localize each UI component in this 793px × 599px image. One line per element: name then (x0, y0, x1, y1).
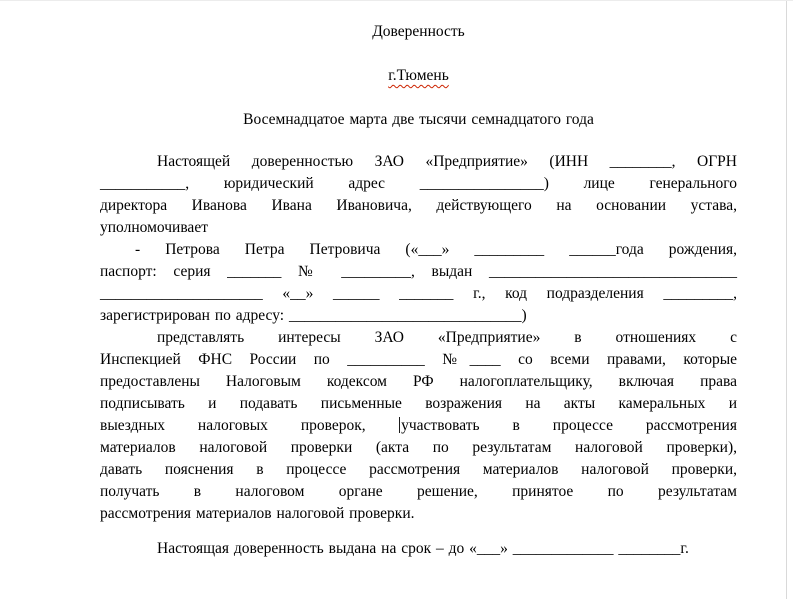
text-caret (399, 417, 401, 433)
document-line: предоставлены Налоговым кодексом РФ налогоплательщику, включая права (100, 373, 737, 390)
document-line: представлять интересы ЗАО «Предприятие» в отношениях с (157, 329, 737, 346)
document-line: ___________, юридический адрес ________________) лице генерального (100, 175, 737, 192)
document-line: _____________________ «__» ______ _______ г., код подразделения _________, (100, 285, 737, 302)
document-line: материалов налоговой проверки (акта по результатам налоговой проверки), (100, 439, 737, 456)
text-after-caret: участвовать в процессе рассмотрения (401, 417, 737, 434)
document-line (100, 415, 737, 437)
document-line: рассмотрения материалов налоговой проверки. (100, 505, 415, 522)
document-line: Инспекцией ФНС России по __________ №____ со всеми правами, которые (100, 351, 737, 368)
blank-line (100, 131, 737, 151)
document-page[interactable] (100, 21, 737, 560)
paragraph (100, 151, 737, 239)
blank-line (100, 43, 737, 65)
paragraph (100, 239, 737, 327)
document-line: паспорт: серия _______ № _________, выдан ________________________________ (100, 263, 737, 280)
document-line: давать пояснения в процессе рассмотрения материалов налоговой проверки, (100, 461, 737, 478)
document-line: получать в налоговом органе решение, принятое по результатам (100, 483, 737, 500)
misspelled-word: г.Тюмень (388, 67, 449, 84)
text-before-caret: выездных налоговых проверок, (100, 417, 399, 434)
paragraph (100, 327, 737, 525)
document-text (100, 151, 737, 560)
document-line: зарегистрирован по адресу: ______________________________) (100, 307, 527, 324)
date-line: Восемнадцатое марта две тысячи семнадцатого года (243, 111, 594, 128)
document-line: - Петрова Петра Петровича («___» _________ ______года рождения, (135, 241, 737, 258)
document-title: Доверенность (372, 23, 465, 40)
page-right-edge (786, 1, 787, 599)
document-line: директора Иванова Ивана Ивановича, действующего на основании устава, (100, 197, 737, 214)
paragraph (100, 538, 737, 560)
document-line: Настоящей доверенностью ЗАО «Предприятие» (ИНН ________, ОГРН (157, 153, 737, 170)
document-line: Настоящая доверенность выдана на срок – до «___» _____________ ________г. (157, 540, 689, 557)
blank-line (100, 87, 737, 109)
document-line: уполномочивает (100, 219, 208, 236)
document-line: подписывать и подавать письменные возражения на акты камеральных и (100, 395, 737, 412)
city-line (100, 65, 737, 87)
